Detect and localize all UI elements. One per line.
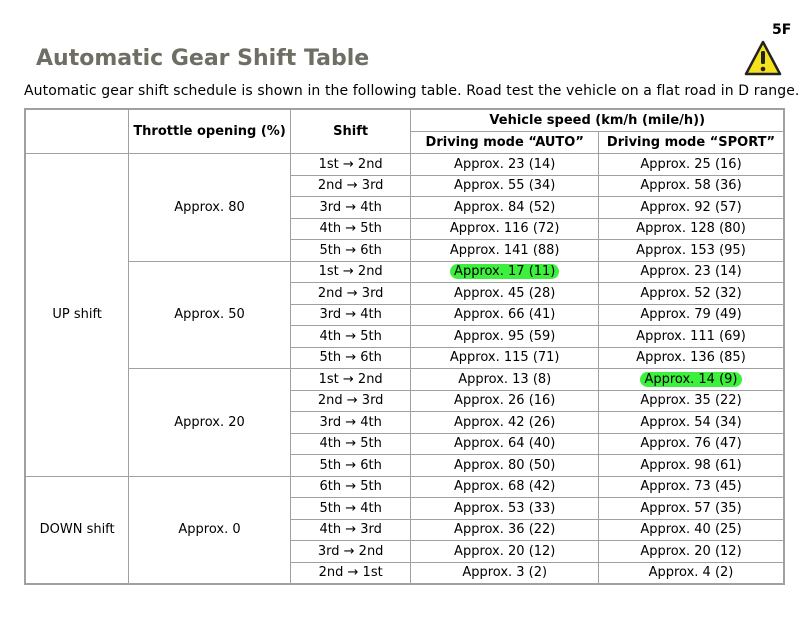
sport-cell: Approx. 4 (2) bbox=[598, 562, 784, 584]
auto-cell: Approx. 84 (52) bbox=[411, 197, 598, 219]
header-throttle: Throttle opening (%) bbox=[129, 109, 291, 154]
auto-cell: Approx. 13 (8) bbox=[411, 369, 598, 391]
throttle-cell: Approx. 0 bbox=[129, 476, 291, 584]
auto-cell: Approx. 68 (42) bbox=[411, 476, 598, 498]
shift-cell: 2nd → 3rd bbox=[290, 175, 411, 197]
shift-cell: 1st → 2nd bbox=[290, 261, 411, 283]
sport-cell: Approx. 73 (45) bbox=[598, 476, 784, 498]
table-row bbox=[25, 369, 784, 391]
shift-cell: 2nd → 3rd bbox=[290, 390, 411, 412]
shift-cell: 5th → 6th bbox=[290, 347, 411, 369]
throttle-cell: Approx. 50 bbox=[129, 261, 291, 369]
page-title: Automatic Gear Shift Table bbox=[36, 46, 370, 71]
sport-cell: Approx. 20 (12) bbox=[598, 541, 784, 563]
sport-cell: Approx. 111 (69) bbox=[598, 326, 784, 348]
sport-cell: Approx. 52 (32) bbox=[598, 283, 784, 305]
shift-cell: 4th → 3rd bbox=[290, 519, 411, 541]
header-auto: Driving mode “AUTO” bbox=[411, 132, 598, 154]
auto-cell bbox=[411, 261, 598, 283]
auto-cell: Approx. 80 (50) bbox=[411, 455, 598, 477]
auto-cell: Approx. 36 (22) bbox=[411, 519, 598, 541]
sport-cell: Approx. 35 (22) bbox=[598, 390, 784, 412]
shift-cell: 1st → 2nd bbox=[290, 154, 411, 176]
shift-direction-cell: UP shift bbox=[25, 154, 129, 477]
auto-cell: Approx. 53 (33) bbox=[411, 498, 598, 520]
shift-cell: 6th → 5th bbox=[290, 476, 411, 498]
auto-cell: Approx. 95 (59) bbox=[411, 326, 598, 348]
sport-cell: Approx. 40 (25) bbox=[598, 519, 784, 541]
auto-cell: Approx. 45 (28) bbox=[411, 283, 598, 305]
auto-cell: Approx. 3 (2) bbox=[411, 562, 598, 584]
shift-cell: 4th → 5th bbox=[290, 326, 411, 348]
header-speed: Vehicle speed (km/h (mile/h)) bbox=[411, 109, 784, 132]
shift-cell: 3rd → 4th bbox=[290, 412, 411, 434]
shift-cell: 1st → 2nd bbox=[290, 369, 411, 391]
sport-cell: Approx. 79 (49) bbox=[598, 304, 784, 326]
shift-cell: 3rd → 4th bbox=[290, 304, 411, 326]
header-sport: Driving mode “SPORT” bbox=[598, 132, 784, 154]
sport-cell: Approx. 98 (61) bbox=[598, 455, 784, 477]
shift-cell: 3rd → 4th bbox=[290, 197, 411, 219]
auto-cell: Approx. 116 (72) bbox=[411, 218, 598, 240]
shift-cell: 5th → 6th bbox=[290, 240, 411, 262]
shift-cell: 2nd → 3rd bbox=[290, 283, 411, 305]
header-shift: Shift bbox=[290, 109, 411, 154]
shift-cell: 4th → 5th bbox=[290, 218, 411, 240]
highlighted-value: Approx. 14 (9) bbox=[640, 372, 741, 387]
shift-cell: 5th → 4th bbox=[290, 498, 411, 520]
table-row bbox=[25, 476, 784, 498]
warning-icon bbox=[744, 40, 782, 76]
shift-cell: 4th → 5th bbox=[290, 433, 411, 455]
sport-cell: Approx. 153 (95) bbox=[598, 240, 784, 262]
sport-cell: Approx. 25 (16) bbox=[598, 154, 784, 176]
header-blank bbox=[25, 109, 129, 154]
table-row bbox=[25, 154, 784, 176]
auto-cell: Approx. 115 (71) bbox=[411, 347, 598, 369]
auto-cell: Approx. 64 (40) bbox=[411, 433, 598, 455]
auto-cell: Approx. 42 (26) bbox=[411, 412, 598, 434]
intro-text: Automatic gear shift schedule is shown in the following table. Road test the vehicle on a flat road in D range. bbox=[24, 83, 800, 99]
sport-cell: Approx. 54 (34) bbox=[598, 412, 784, 434]
shift-cell: 2nd → 1st bbox=[290, 562, 411, 584]
sport-cell: Approx. 57 (35) bbox=[598, 498, 784, 520]
shift-cell: 5th → 6th bbox=[290, 455, 411, 477]
highlighted-value: Approx. 17 (11) bbox=[450, 264, 559, 279]
table-row bbox=[25, 261, 784, 283]
auto-cell: Approx. 55 (34) bbox=[411, 175, 598, 197]
throttle-cell: Approx. 20 bbox=[129, 369, 291, 477]
sport-cell bbox=[598, 369, 784, 391]
sport-cell: Approx. 58 (36) bbox=[598, 175, 784, 197]
shift-direction-cell: DOWN shift bbox=[25, 476, 129, 584]
auto-cell: Approx. 26 (16) bbox=[411, 390, 598, 412]
auto-cell: Approx. 66 (41) bbox=[411, 304, 598, 326]
page-code: 5F bbox=[772, 22, 792, 38]
sport-cell: Approx. 23 (14) bbox=[598, 261, 784, 283]
auto-cell: Approx. 23 (14) bbox=[411, 154, 598, 176]
sport-cell: Approx. 128 (80) bbox=[598, 218, 784, 240]
sport-cell: Approx. 136 (85) bbox=[598, 347, 784, 369]
auto-cell: Approx. 20 (12) bbox=[411, 541, 598, 563]
sport-cell: Approx. 76 (47) bbox=[598, 433, 784, 455]
shift-cell: 3rd → 2nd bbox=[290, 541, 411, 563]
gear-shift-table bbox=[24, 108, 785, 585]
auto-cell: Approx. 141 (88) bbox=[411, 240, 598, 262]
sport-cell: Approx. 92 (57) bbox=[598, 197, 784, 219]
throttle-cell: Approx. 80 bbox=[129, 154, 291, 262]
